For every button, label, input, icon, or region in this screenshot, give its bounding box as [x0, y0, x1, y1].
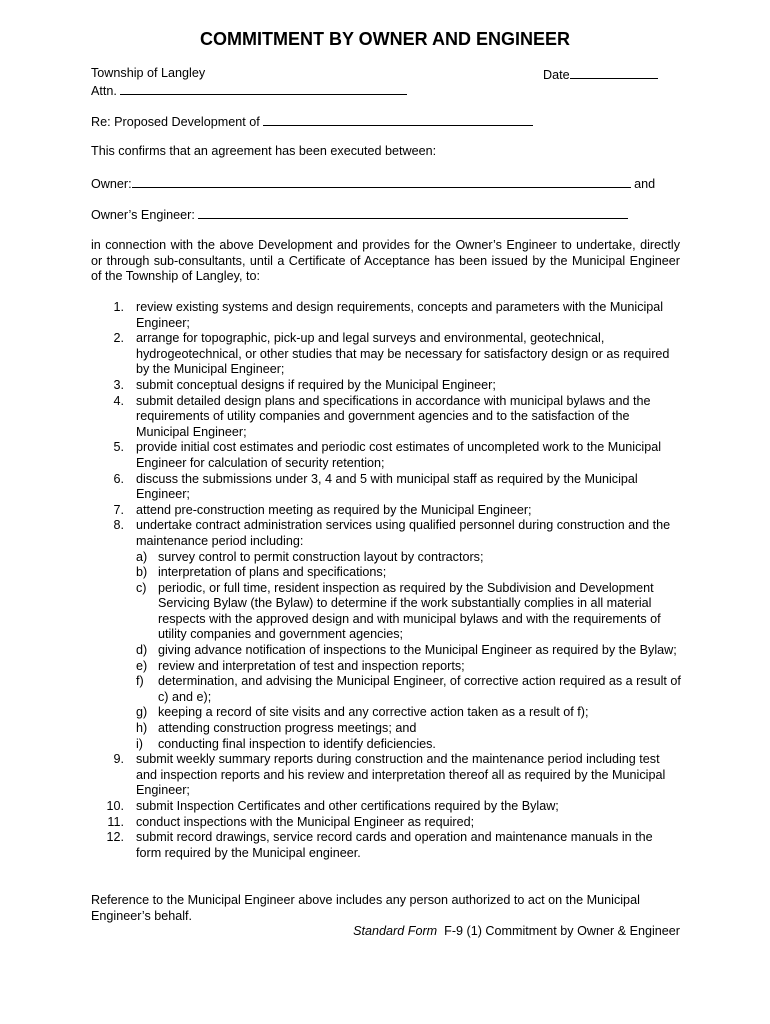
sub-list-item: e) review and interpretation of test and inspection reports;: [136, 658, 465, 673]
sub-list-item: b) interpretation of plans and specifications;: [136, 565, 387, 580]
township-name: Township of Langley: [91, 66, 206, 80]
owners-engineer-field: [91, 206, 628, 224]
list-item: 10. submit Inspection Certificates and other certifications required by the Bylaw;: [106, 799, 559, 813]
date-blank-line: [570, 66, 658, 79]
sub-list-item: g) keeping a record of site visits and any corrective action taken as a result of f);: [136, 705, 589, 720]
re-field: [91, 113, 533, 131]
list-item: 9. submit weekly summary reports during construction and the maintenance period including test and inspection reports and his review and interpretation thereof all as required by the Municipal Engineer;: [113, 752, 666, 798]
sub-list-item: h) attending construction progress meetings; and: [136, 721, 417, 736]
list-item: 2. arrange for topographic, pick-up and legal surveys and environmental, geotechnical, hydrogeotechnical, or other studies that may be necessary for satisfactory design or as required by the Municipal Engineer;: [113, 331, 670, 377]
list-item: 1. review existing systems and design requirements, concepts and parameters with the Municipal Engineer;: [113, 300, 664, 330]
date-label: Date: [543, 68, 570, 82]
list-item: 4. submit detailed design plans and specifications in accordance with municipal bylaws and the requirements of utility companies and government agencies and to the satisfaction of the Municipal Engineer;: [113, 393, 651, 439]
owners-engineer-blank-line: [198, 206, 628, 219]
list-item: 6. discuss the submissions under 3, 4 and 5 with municipal staff as required by the Municipal Engineer;: [113, 471, 638, 502]
list-item: 3. submit conceptual designs if required by the Municipal Engineer;: [113, 377, 496, 392]
re-label: Re: Proposed Development of: [91, 115, 260, 129]
sub-list-item: a) survey control to permit construction layout by contractors;: [136, 549, 484, 564]
contract-services-sublist: [136, 550, 681, 753]
standard-form-label: Standard Form: [353, 924, 438, 938]
attn-field: [91, 82, 407, 100]
list-item: 8. undertake contract administration services using qualified personnel during construction and the maintenance period including: a) survey control to permit construction layout by contractors; b) interpretation of plans and specifications; c) periodic, or full time, resident inspection as required by the Subdivision and Development Servicing Bylaw (the Bylaw) to determine if the work substantially complies in all material respects with the approved design and with municipal bylaws and with the requirements of utility companies and government agencies; d) giving advance notification of inspections to the Municipal Engineer as required by the Bylaw; e) review and interpretation of test and inspection reports; f) determination, and advising the Municipal Engineer, of corrective action required as a result of c) and e); g) keeping a record of site visits and any corrective action taken as a result of f); h) attending construction progress meetings; and i) conducting final inspection to identify deficiencies.: [113, 518, 681, 751]
owners-engineer-label: Owner’s Engineer:: [91, 208, 195, 222]
re-blank-line: [263, 113, 533, 126]
attn-label: Attn.: [91, 84, 117, 98]
owner-label: Owner:: [91, 177, 132, 191]
sub-list-item: d) giving advance notification of inspections to the Municipal Engineer as required by the Bylaw;: [136, 643, 677, 658]
list-item: 12. submit record drawings, service record cards and operation and maintenance manuals in the form required by the Municipal engineer.: [106, 830, 653, 860]
owner-blank-line: [132, 175, 631, 188]
sub-list-item: c) periodic, or full time, resident inspection as required by the Subdivision and Development Servicing Bylaw (the Bylaw) to determine if the work substantially complies in all material respects with the approved design and with municipal bylaws and with the requirements of utility companies and government agencies;: [136, 580, 661, 642]
form-footer: [353, 924, 680, 940]
owner-and-text: and: [634, 177, 656, 191]
date-field: [543, 66, 658, 84]
list-item: 5. provide initial cost estimates and periodic cost estimates of uncompleted work to the Municipal Engineer for calculation of security retention;: [113, 440, 661, 470]
sub-list-item: i) conducting final inspection to identify deficiencies.: [136, 736, 436, 751]
attn-blank-line: [120, 82, 407, 95]
sub-list-item: f) determination, and advising the Municipal Engineer, of corrective action required as a result of c) and e);: [136, 674, 681, 704]
reference-paragraph: Reference to the Municipal Engineer above includes any person authorized to act on the Municipal Engineer’s behalf.: [91, 893, 640, 923]
confirms-text: This confirms that an agreement has been executed between:: [91, 144, 437, 158]
list-item: 11. conduct inspections with the Municipal Engineer as required;: [107, 814, 475, 829]
document-title: COMMITMENT BY OWNER AND ENGINEER: [199, 29, 570, 49]
intro-paragraph: in connection with the above Development and provides for the Owner’s Engineer to undertake, directly or through sub-consultants, until a Certificate of Acceptance has been issued by the Municipal Engineer of the Township of Langley, to:: [91, 238, 680, 284]
owner-field: [91, 175, 655, 193]
form-reference: F-9 (1) Commitment by Owner & Engineer: [444, 924, 680, 938]
obligations-list: [91, 300, 681, 861]
list-item: 7. attend pre-construction meeting as required by the Municipal Engineer;: [113, 502, 532, 517]
